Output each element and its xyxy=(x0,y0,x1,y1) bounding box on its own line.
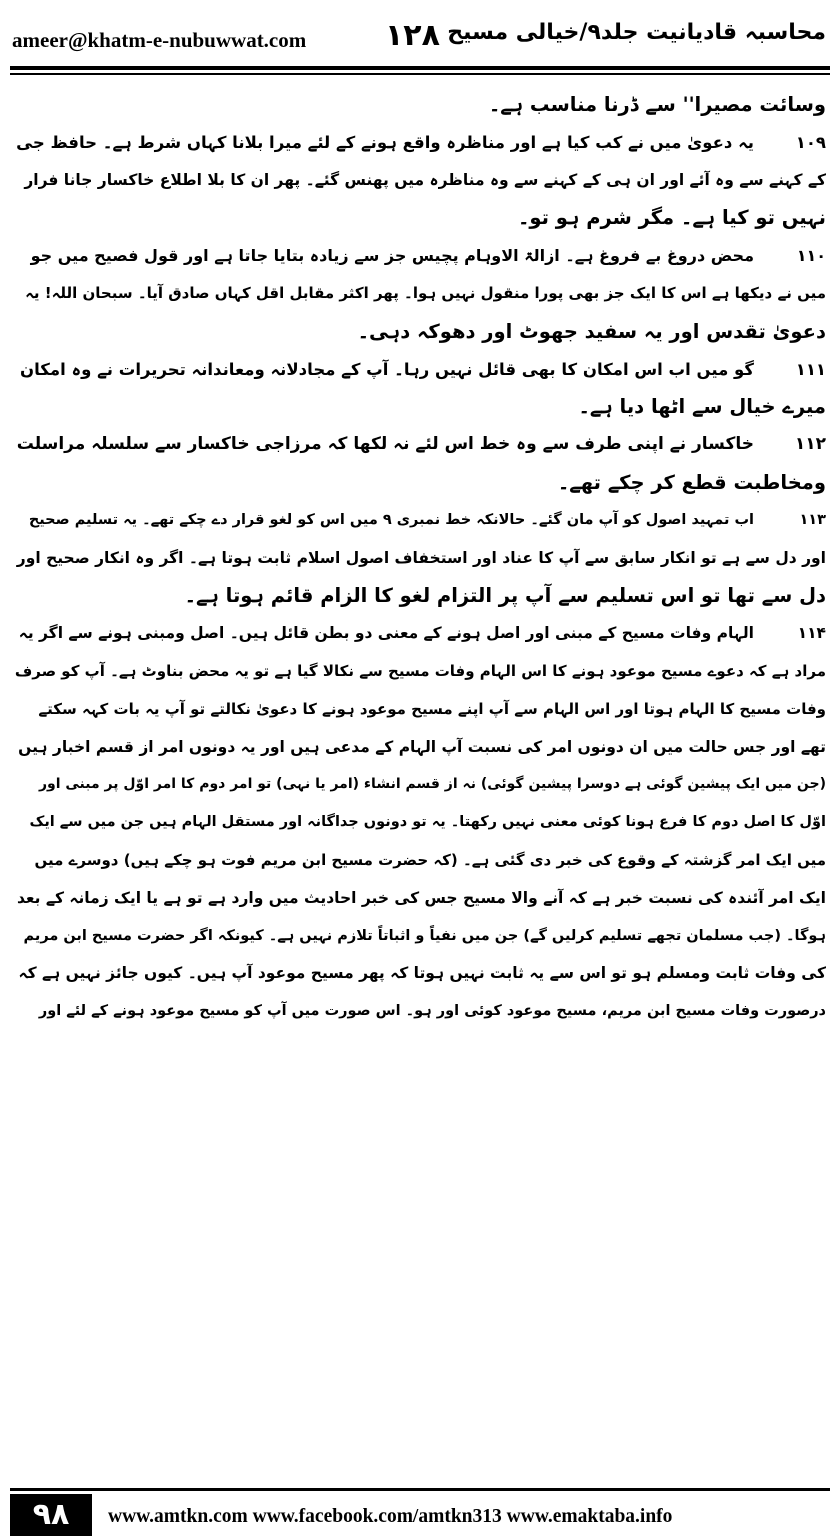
line-text: محض دروغ بے فروغ ہے۔ ازالۃ الاوہام پچیس جز سے زیادہ بتایا جاتا ہے اور قول فصیح میں جو xyxy=(30,246,754,266)
line-text: دعویٰ تقدس اور یہ سفید جھوٹ اور دھوکہ دہی۔ xyxy=(357,319,826,343)
line-text: یہ دعویٰ میں نے کب کیا ہے اور مناظرہ واقع ہونے کے لئے میرا بلانا کہاں شرط ہے۔ حافظ جی xyxy=(16,132,754,152)
text-line xyxy=(14,162,826,200)
line-text: خاکسار نے اپنی طرف سے وہ خط اس لئے نہ لکھا کہ مرزاجی خاکسار سے سلسلہ مراسلت xyxy=(16,434,754,455)
text-line xyxy=(14,955,826,993)
text-line xyxy=(14,86,826,124)
text-line xyxy=(14,918,826,956)
text-line xyxy=(14,880,826,918)
text-line xyxy=(14,351,826,389)
paragraph-number: ۱۱۲ xyxy=(794,434,826,455)
line-text: میں ایک امر گزشتہ کے وقوع کی خبر دی گئی ہے۔ (کہ حضرت مسیح ابن مریم فوت ہو چکے ہیں) دوسرے میں xyxy=(34,850,826,869)
text-line xyxy=(14,842,826,880)
paragraph-number: ۱۰۹ xyxy=(795,132,826,152)
footer-page-number: ۹۸ xyxy=(10,1494,92,1536)
line-text: وسائت مصیرا'' سے ڈرنا مناسب ہے۔ xyxy=(488,93,826,116)
page-header xyxy=(0,0,840,78)
paragraph-number: ۱۱۴ xyxy=(797,624,826,643)
line-text: نہیں تو کیا ہے۔ مگر شرم ہو تو۔ xyxy=(518,206,826,230)
line-text: دل سے تھا تو اس تسلیم سے آپ پر التزام لغو کا الزام قائم ہوتا ہے۔ xyxy=(184,584,826,608)
text-line xyxy=(14,275,826,313)
text-line xyxy=(14,124,826,162)
paragraph-number: ۱۱۰ xyxy=(796,246,826,266)
footer-rule xyxy=(10,1488,830,1491)
line-text: گو میں اب اس امکان کا بھی قائل نہیں رہا۔ آپ کے مجادلانہ ومعاندانہ تحریرات نے وہ امکان xyxy=(19,359,754,379)
line-text: مراد ہے کہ دعوے مسیح موعود ہونے کا اس الہام وفات مسیح سے نکالا گیا ہے تو یہ محض بناوٹ ہے۔ آپ کو صرف xyxy=(14,661,826,680)
header-rule-thick xyxy=(10,66,830,70)
text-line xyxy=(14,313,826,351)
text-line xyxy=(14,237,826,275)
line-text: ایک امر آئندہ کی نسبت خبر ہے کہ آنے والا مسیح جس کی خبر احادیث میں وارد ہے تو ہے یا ایک زمانہ کے بعد xyxy=(16,888,826,907)
line-text: میں نے دیکھا ہے اس کا ایک جز بھی پورا منقول نہیں ہوا۔ پھر اکثر مقابل اقل کہاں صادق آیا۔ سبحان اللہ! یہ xyxy=(25,283,826,302)
text-line xyxy=(14,464,826,502)
text-line xyxy=(14,804,826,842)
text-line xyxy=(14,766,826,804)
paragraph-number: ۱۱۱ xyxy=(795,359,826,379)
page-footer xyxy=(0,1480,840,1540)
text-line xyxy=(14,577,826,615)
header-rule-thin xyxy=(10,73,830,75)
footer-links: www.amtkn.com www.facebook.com/amtkn313 www.emaktaba.info xyxy=(108,1506,673,1527)
line-text: وفات مسیح کا الہام ہوتا اور اس الہام سے آپ اپنے مسیح موعود ہونے کا دعویٰ نکالتے تو آپ یہ بات کہہ سکتے xyxy=(38,699,826,718)
line-text: تھے اور جس حالت میں ان دونوں امر کی نسبت آپ الہام کے مدعی ہیں اور یہ دونوں امر از قسم اخبار ہیں xyxy=(18,737,826,756)
line-text: اور دل سے ہے تو انکار سابق سے آپ کا عناد اور استخفاف اصول اسلام ثابت ہوتا ہے۔ اگر وہ انکار صحیح اور xyxy=(16,548,826,567)
text-line xyxy=(14,691,826,729)
header-email: ameer@khatm-e-nubuwwat.com xyxy=(12,28,307,52)
text-line xyxy=(14,388,826,426)
line-text: اوّل کا اصل دوم کا فرع ہونا کوئی معنی نہیں رکھتا۔ یہ تو دونوں جداگانہ اور مستقل الہام ہیں جن میں سے ایک xyxy=(29,814,826,831)
line-text: درصورت وفات مسیح ابن مریم، مسیح موعود کوئی اور ہو۔ اس صورت میں آپ کو مسیح موعود ہونے کے لئے اور xyxy=(38,1003,826,1020)
text-line xyxy=(14,615,826,653)
line-text: اب تمہید اصول کو آپ مان گئے۔ حالانکہ خط نمبری ۹ میں اس کو لغو قرار دے چکے تھے۔ یہ تسلیم صحیح xyxy=(28,511,754,528)
line-text: الہام وفات مسیح کے مبنی اور اصل ہونے کے معنی دو بطن قائل ہیں۔ اصل ومبنی ہونے سے اگر یہ xyxy=(18,624,754,643)
text-line xyxy=(14,540,826,578)
text-line xyxy=(14,729,826,767)
line-text: ہوگا۔ (جب مسلمان تجھے تسلیم کرلیں گے) جن میں نفیاً و اثباتاً تلازم نہیں ہے۔ کیونکہ اگر حضرت مسیح ابن مریم xyxy=(23,927,826,944)
text-line xyxy=(14,502,826,540)
paragraph-number: ۱۱۳ xyxy=(799,511,826,528)
line-text: کی وفات ثابت ومسلم ہو تو اس سے یہ ثابت نہیں ہوتا کہ پھر مسیح موعود آپ ہیں۔ کیوں جائز نہیں ہے کہ xyxy=(18,964,826,983)
line-text: میرے خیال سے اٹھا دیا ہے۔ xyxy=(578,395,826,419)
line-text: کے کہنے سے وہ آئے اور ان ہی کے کہنے سے وہ مناظرہ میں پھنس گئے۔ پھر ان کا بلا اطلاع خاکسار جانا فرار xyxy=(24,170,826,189)
text-line xyxy=(14,993,826,1031)
header-title: محاسبہ قادیانیت جلد۹/خیالی مسیح xyxy=(447,20,826,45)
text-line xyxy=(14,653,826,691)
line-text: ومخاطبت قطع کر چکے تھے۔ xyxy=(557,470,826,494)
line-text: (جن میں ایک پیشین گوئی ہے دوسرا پیشین گوئی) نہ از قسم انشاء (امر یا نہی) تو امر دوم کا امر اوّل پر مبنی اور xyxy=(38,776,826,793)
body-text xyxy=(14,86,826,1471)
text-line xyxy=(14,199,826,237)
text-line xyxy=(14,426,826,464)
header-page-number: ۱۲۸ xyxy=(385,18,440,53)
